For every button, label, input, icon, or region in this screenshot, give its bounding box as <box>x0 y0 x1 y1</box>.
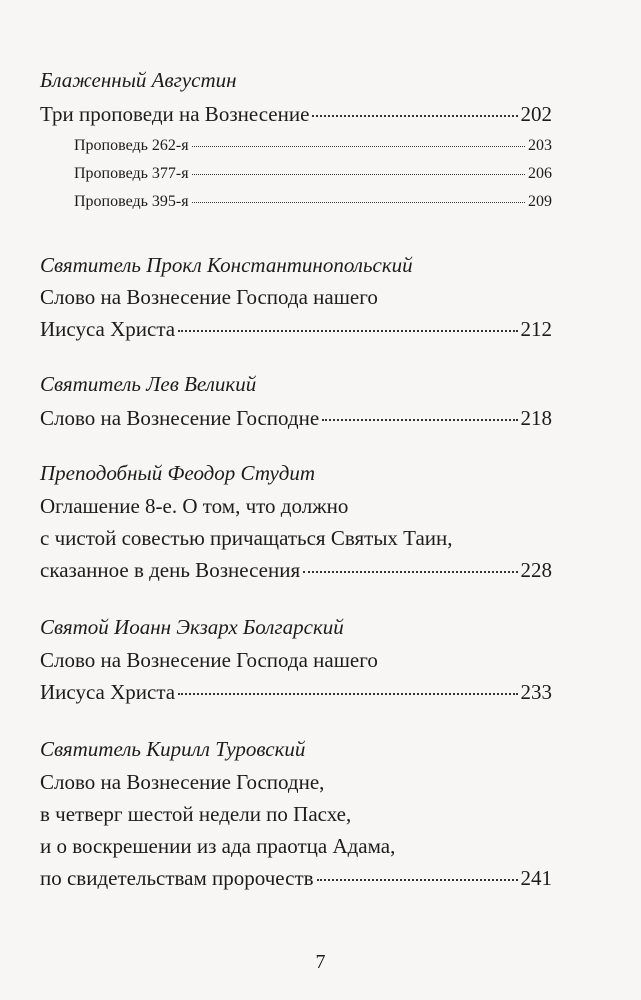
toc-entry <box>40 680 552 704</box>
leader-dots <box>317 879 518 881</box>
author-heading: Святой Иоанн Экзарх Болгарский <box>40 615 344 639</box>
entry-page: 218 <box>520 406 552 430</box>
toc-subentry <box>74 136 552 156</box>
toc-entry <box>40 102 552 126</box>
entry-title: Проповедь 377-я <box>74 165 189 182</box>
leader-dots <box>303 571 517 573</box>
entry-page: 202 <box>520 102 552 126</box>
entry-title: по свидетельствам пророчеств <box>40 866 314 890</box>
toc-entry <box>40 317 552 341</box>
leader-dots <box>178 330 517 332</box>
toc-entry <box>40 558 552 582</box>
entry-page: 209 <box>528 193 552 210</box>
author-heading: Преподобный Феодор Студит <box>40 461 316 485</box>
entry-title: Слово на Вознесение Господне <box>40 406 320 430</box>
toc-entry <box>40 866 552 890</box>
leader-dots <box>192 174 525 175</box>
entry-title-line: Оглашение 8-е. О том, что должно <box>40 494 349 518</box>
leader-dots <box>192 202 525 203</box>
toc-subentry <box>74 164 552 184</box>
entry-title-line: Слово на Вознесение Господа нашего <box>40 285 378 309</box>
author-heading: Святитель Кирилл Туровский <box>40 737 306 761</box>
entry-title-line: Слово на Вознесение Господа нашего <box>40 648 378 672</box>
entry-title: Иисуса Христа <box>40 317 176 341</box>
toc-entry <box>40 406 552 430</box>
entry-page: 228 <box>520 558 552 582</box>
entry-title-line: и о воскрешении из ада праотца Адама, <box>40 834 396 858</box>
author-heading: Блаженный Августин <box>40 68 237 92</box>
entry-page: 212 <box>520 317 552 341</box>
entry-page: 203 <box>528 137 552 154</box>
entry-title: сказанное в день Вознесения <box>40 558 301 582</box>
entry-page: 206 <box>528 165 552 182</box>
leader-dots <box>322 419 517 421</box>
page-number: 7 <box>315 951 326 973</box>
entry-title: Проповедь 395-я <box>74 193 189 210</box>
author-heading: Святитель Прокл Константинопольский <box>40 253 413 277</box>
toc-subentry <box>74 192 552 212</box>
entry-page: 233 <box>520 680 552 704</box>
entry-page: 241 <box>520 866 552 890</box>
leader-dots <box>192 146 525 147</box>
author-heading: Святитель Лев Великий <box>40 372 257 396</box>
entry-title-line: с чистой совестью причащаться Святых Таин, <box>40 526 453 550</box>
entry-title: Иисуса Христа <box>40 680 176 704</box>
entry-title: Проповедь 262-я <box>74 137 189 154</box>
entry-title-line: в четверг шестой недели по Пасхе, <box>40 802 352 826</box>
entry-title: Три проповеди на Вознесение <box>40 102 310 126</box>
leader-dots <box>312 115 517 117</box>
entry-title-line: Слово на Вознесение Господне, <box>40 770 325 794</box>
leader-dots <box>178 693 517 695</box>
